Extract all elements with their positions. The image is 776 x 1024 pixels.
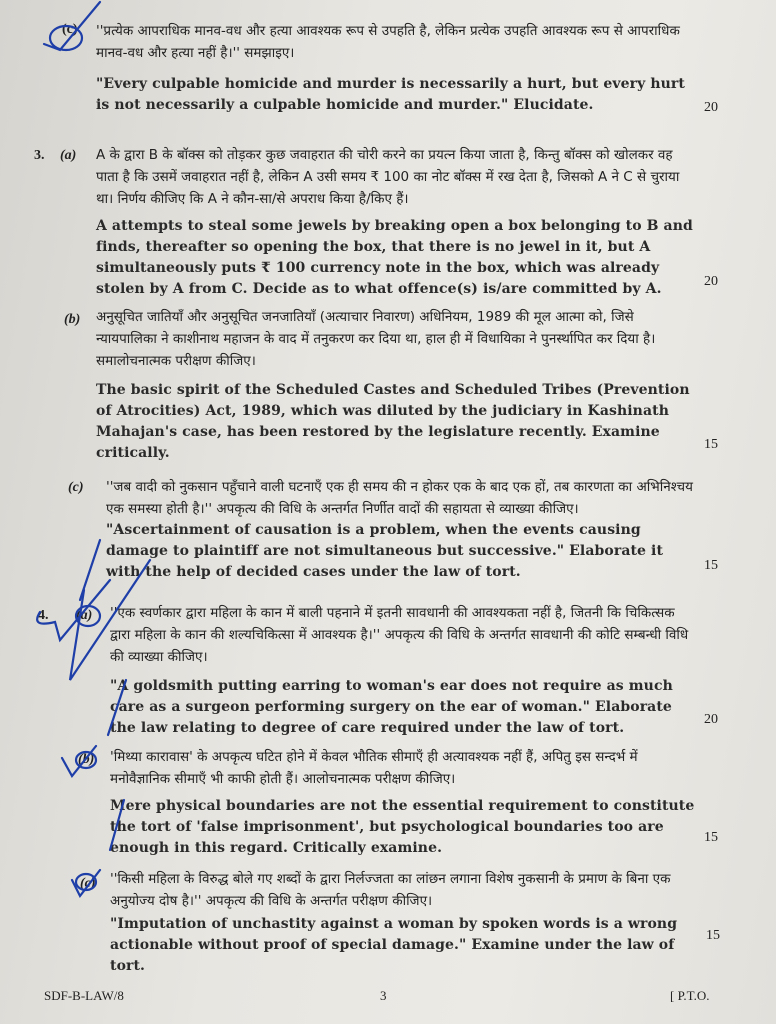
q4b-english: Mere physical boundaries are not the essential requirement to constitute the tort of 'false imprisonment', but psychological boundaries too are enough in this regard. Critically examine.	[110, 798, 695, 856]
q3b-english: The basic spirit of the Scheduled Castes and Scheduled Tribes (Prevention of Atrocities) Act, 1989, which was diluted by the judiciary in Kashinath Mahajan's case, has been restored by the legislature recently. Examine critically.	[96, 382, 690, 461]
q2c-english: "Every culpable homicide and murder is necessarily a hurt, but every hurt is not necessarily a culpable homicide and murder." Elucidate.	[96, 76, 685, 113]
footer-pto: [ P.T.O.	[670, 988, 710, 1003]
q3a-english: A attempts to steal some jewels by breaking open a box belonging to B and finds, thereafter so opening the box, that there is no jewel in it, but A simultaneously puts ₹ 100 currency note in the box, which was already stolen by A from C. Decide as to what offence(s) is/are committed by A.	[96, 218, 693, 297]
q4b-label: (b)	[78, 752, 95, 767]
q4c-english: "Imputation of unchastity against a woman by spoken words is a wrong actionable without proof of special damage." Examine under the law of tort.	[110, 916, 678, 974]
q3-number: 3.	[34, 148, 45, 163]
q4-number: 4.	[38, 608, 49, 623]
q4a-english: "A goldsmith putting earring to woman's ear does not require as much care as a surgeon performing surgery on the ear of woman." Elaborate the law relating to degree of care required under the law of tort.	[110, 678, 673, 736]
q3b-hindi: अनुसूचित जातियाँ और अनुसूचित जनजातियाँ (अत्याचार निवारण) अधिनियम, 1989 की मूल आत्मा को, जिसे न्यायपालिका ने काशीनाथ महाजन के वाद में तनुकरण कर दिया था, हाल ही में विधायिका ने पुनर्स्थापित कर दिया है। समालोचनात्मक परीक्षण कीजिए।	[96, 309, 656, 369]
q3b-label: (b)	[64, 312, 81, 327]
pen-stroke	[80, 540, 100, 600]
q3c-english: "Ascertainment of causation is a problem, when the events causing damage to plaintiff are not simultaneous but successive." Elaborate it with the help of decided cases under the law of tort.	[106, 522, 664, 580]
footer-code: SDF-B-LAW/8	[44, 988, 124, 1003]
footer-page-number: 3	[380, 988, 387, 1003]
q3a-hindi: A के द्वारा B के बॉक्स को तोड़कर कुछ जवाहरात की चोरी करने का प्रयत्न किया जाता है, किन्तु बॉक्स को खोलकर वह पाता है कि उसमें जवाहरात नहीं है, लेकिन A उसी समय ₹ 100 का नोट बॉक्स में रख देता है, जिसको A ने C से चुराया था। निर्णय कीजिए कि A ने कौन-सा/से अपराध किया है/किए हैं।	[96, 147, 680, 207]
q3c-hindi: ''जब वादी को नुकसान पहुँचाने वाली घटनाएँ एक ही समय की न होकर एक के बाद एक हों, तब कारणता का अभिनिश्चय एक समस्या होती है।'' अपकृत्य की विधि के अन्तर्गत निर्णीत वादों की सहायता से व्याख्या कीजिए।	[106, 479, 693, 517]
q3b-marks: 15	[704, 437, 718, 452]
q3a-marks: 20	[704, 274, 718, 289]
q4a-marks: 20	[704, 712, 718, 727]
q4b-hindi: 'मिथ्या कारावास' के अपकृत्य घटित होने में केवल भौतिक सीमाएँ ही अत्यावश्यक नहीं हैं, अपितु इस सन्दर्भ में मनोवैज्ञानिक सीमाएँ भी काफी होती हैं। आलोचनात्मक परीक्षण कीजिए।	[110, 749, 638, 787]
q3c-label: (c)	[68, 480, 84, 495]
q2c-marks: 20	[704, 100, 718, 115]
q4b-marks: 15	[704, 830, 718, 845]
q2c-label: (c)	[62, 22, 78, 37]
q4c-hindi: ''किसी महिला के विरुद्ध बोले गए शब्दों के द्वारा निर्लज्जता का लांछन लगाना विशेष नुकसानी के प्रमाण के बिना एक अनुयोज्य दोष है।'' अपकृत्य की विधि के अन्तर्गत परीक्षण कीजिए।	[110, 871, 671, 909]
q4a-hindi: ''एक स्वर्णकार द्वारा महिला के कान में बाली पहनाने में इतनी सावधानी की आवश्यकता नहीं है, जितनी कि चिकित्सक द्वारा महिला के कान की शल्यचिकित्सा में आवश्यक है।'' अपकृत्य की विधि के अन्तर्गत सावधानी की कोटि सम्बन्धी विधि की व्याख्या कीजिए।	[110, 605, 689, 665]
q2c-hindi: ''प्रत्येक आपराधिक मानव-वध और हत्या आवश्यक रूप से उपहति है, लेकिन प्रत्येक उपहति आवश्यक रूप से आपराधिक मानव-वध और हत्या नहीं है।'' समझाइए।	[96, 23, 680, 61]
q3a-label: (a)	[60, 148, 77, 163]
q4c-label: (c)	[80, 876, 96, 891]
q3c-marks: 15	[704, 558, 718, 573]
q4a-label: (a)	[76, 608, 93, 623]
q4c-marks: 15	[706, 928, 720, 943]
